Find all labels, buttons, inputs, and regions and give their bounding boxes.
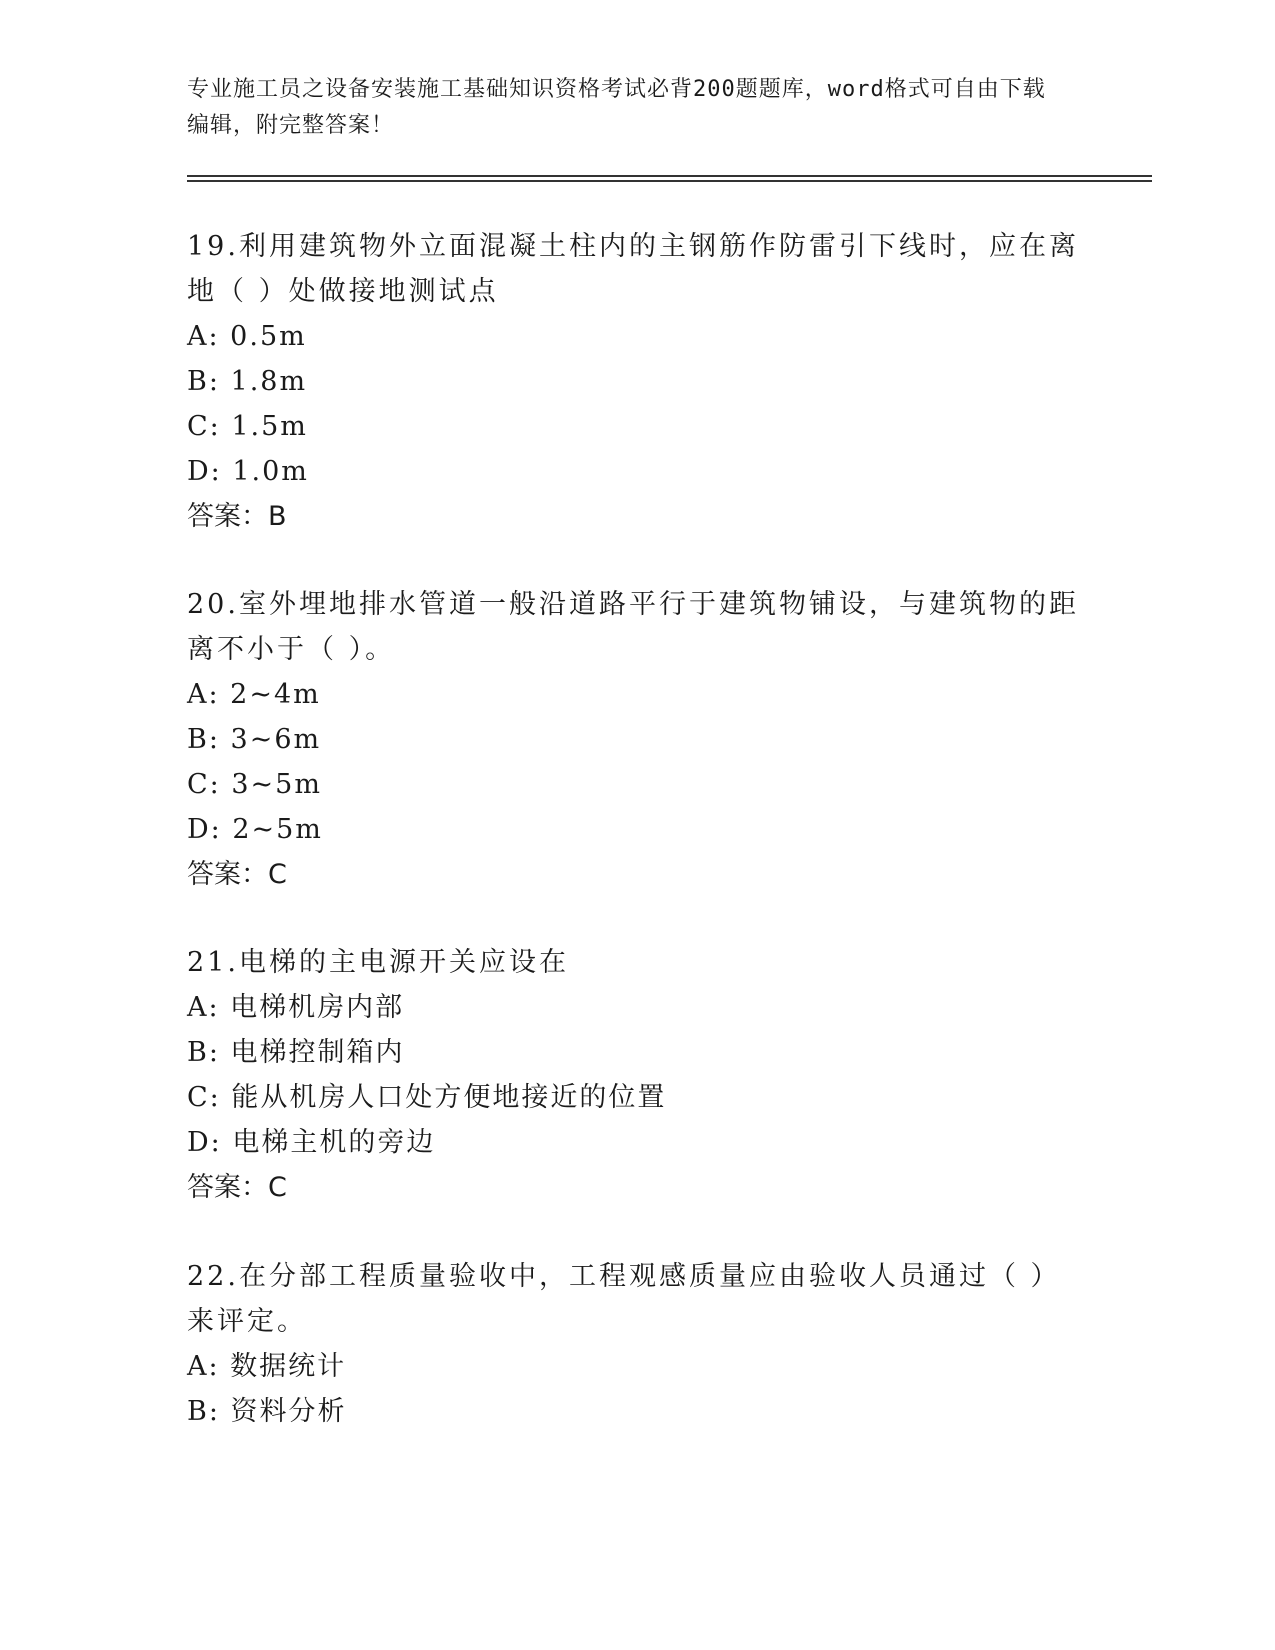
option-a: A: 0.5m bbox=[187, 321, 307, 352]
answer: 答案：C bbox=[187, 1172, 287, 1203]
option-c: C: 3~5m bbox=[187, 769, 322, 800]
header-divider-top bbox=[187, 175, 1152, 177]
option-a: A: 2~4m bbox=[187, 679, 321, 710]
option-c: C: 1.5m bbox=[187, 411, 308, 442]
option-a: A: 电梯机房内部 bbox=[187, 992, 405, 1023]
answer: 答案：C bbox=[187, 859, 287, 890]
question-21 bbox=[187, 940, 1087, 1210]
option-d: D: 2~5m bbox=[187, 814, 323, 845]
header-divider-bottom bbox=[187, 180, 1152, 182]
question-text: 19.利用建筑物外立面混凝土柱内的主钢筋作防雷引下线时，应在离地（ ）处做接地测试点 bbox=[187, 231, 1079, 307]
question-text: 20.室外埋地排水管道一般沿道路平行于建筑物铺设，与建筑物的距离不小于（ ）。 bbox=[187, 589, 1079, 665]
question-text: 22.在分部工程质量验收中，工程观感质量应由验收人员通过（ ）来评定。 bbox=[187, 1261, 1061, 1337]
question-20 bbox=[187, 582, 1087, 897]
option-b: B: 3~6m bbox=[187, 724, 322, 755]
question-19 bbox=[187, 224, 1087, 539]
option-b: B: 资料分析 bbox=[187, 1396, 347, 1427]
option-b: B: 1.8m bbox=[187, 366, 308, 397]
question-text: 21.电梯的主电源开关应设在 bbox=[187, 947, 569, 978]
option-d: D: 电梯主机的旁边 bbox=[187, 1127, 436, 1158]
answer: 答案：B bbox=[187, 501, 287, 532]
document-header: 专业施工员之设备安装施工基础知识资格考试必背200题题库，word格式可自由下载编辑，附完整答案！ bbox=[187, 77, 1046, 138]
option-a: A: 数据统计 bbox=[187, 1351, 347, 1382]
option-b: B: 电梯控制箱内 bbox=[187, 1037, 405, 1068]
option-d: D: 1.0m bbox=[187, 456, 309, 487]
option-c: C: 能从机房人口处方便地接近的位置 bbox=[187, 1082, 667, 1113]
question-22 bbox=[187, 1254, 1087, 1434]
